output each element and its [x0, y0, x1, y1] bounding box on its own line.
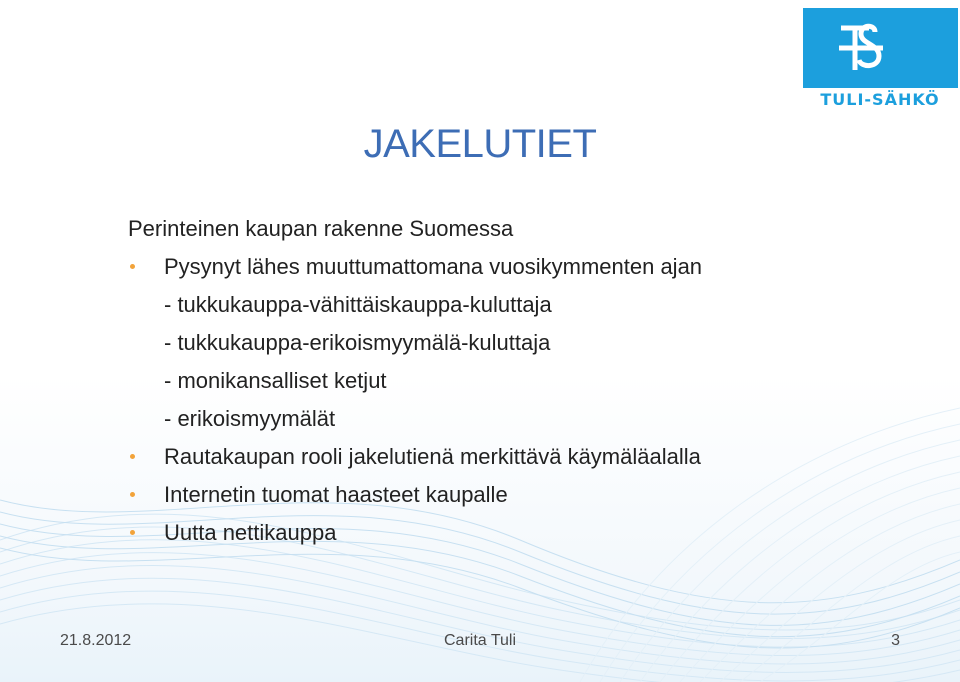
page-number: 3	[891, 632, 900, 649]
line-text: - erikoismyymälät	[164, 406, 336, 431]
line-text: Rautakaupan rooli jakelutienä merkittävä käymäläalalla	[164, 444, 701, 469]
bullet-dot-icon	[130, 530, 135, 535]
intro-line	[128, 210, 928, 248]
sub-item	[128, 362, 928, 400]
slide-title-text: JAKELUTIET	[363, 122, 597, 166]
logo-emblem	[803, 8, 958, 88]
company-logo	[800, 8, 960, 112]
ts-monogram-icon	[803, 8, 958, 88]
bullet-dot-icon	[130, 492, 135, 497]
line-text: Internetin tuomat haasteet kaupalle	[164, 482, 508, 507]
slide-title	[0, 122, 960, 167]
sub-item	[128, 324, 928, 362]
line-text: Perinteinen kaupan rakenne Suomessa	[128, 216, 514, 241]
sub-item	[128, 286, 928, 324]
line-text: - tukkukauppa-vähittäiskauppa-kuluttaja	[164, 292, 552, 317]
line-text: Pysynyt lähes muuttumattomana vuosikymmenten ajan	[164, 254, 703, 279]
bullet-item	[128, 476, 928, 514]
bullet-item	[128, 514, 928, 552]
line-text: - monikansalliset ketjut	[164, 368, 387, 393]
bullet-item	[128, 248, 928, 286]
slide-body	[128, 210, 928, 552]
bullet-item	[128, 438, 928, 476]
line-text: - tukkukauppa-erikoismyymälä-kuluttaja	[164, 330, 551, 355]
bullet-dot-icon	[130, 454, 135, 459]
sub-item	[128, 400, 928, 438]
bullet-dot-icon	[130, 264, 135, 269]
logo-wordmark: TULI-SÄHKÖ	[820, 90, 940, 109]
footer-date: 21.8.2012	[60, 632, 132, 649]
footer-author: Carita Tuli	[443, 632, 517, 649]
line-text: Uutta nettikauppa	[164, 520, 337, 545]
